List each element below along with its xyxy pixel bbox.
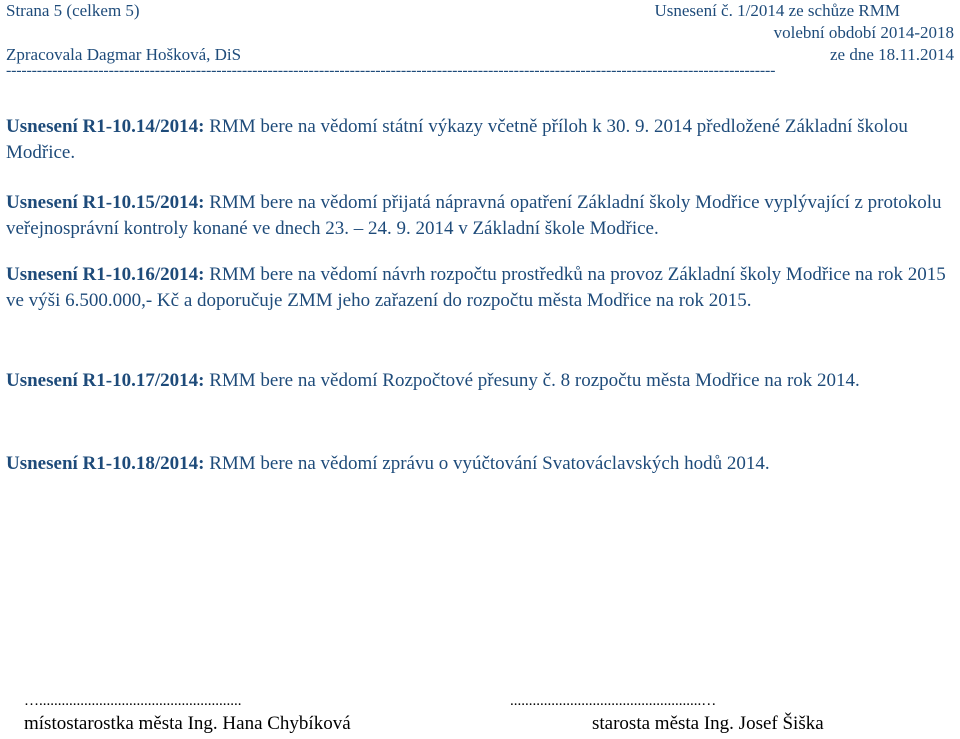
signature-line-right: ...................................................…	[510, 693, 717, 709]
resolution-text: RMM bere na vědomí přijatá nápravná opatření Základní školy Modřice vyplývající z protokolu veřejnosprávní kontroly konané ve dnech 23. – 24. 9. 2014 v Základní škole Modřice.	[6, 192, 942, 239]
prepared-by: Zpracovala Dagmar Hošková, DiS	[6, 45, 242, 64]
resolution-15	[6, 190, 954, 242]
election-period: volební období 2014-2018	[773, 23, 954, 42]
resolution-id: Usnesení R1-10.14/2014:	[6, 116, 205, 137]
resolution-17	[6, 368, 954, 394]
resolution-18	[6, 451, 954, 477]
page-header	[6, 0, 954, 66]
resolution-number: Usnesení č. 1/2014 ze schůze RMM	[654, 1, 900, 20]
resolution-text: RMM bere na vědomí návrh rozpočtu prostředků na provoz Základní školy Modřice na rok 2015 ve výši 6.500.000,- Kč a doporučuje ZMM jeho zařazení do rozpočtu města Modřice na rok 2015.	[6, 264, 946, 311]
header-row-2	[6, 22, 954, 44]
header-separator: ------------------------------------------------------------------------------------------------------------------------------------------------------	[6, 63, 776, 79]
resolution-text: RMM bere na vědomí Rozpočtové přesuny č. 8 rozpočtu města Modřice na rok 2014.	[204, 370, 860, 391]
resolution-text: RMM bere na vědomí státní výkazy včetně příloh k 30. 9. 2014 předložené Základní školou Modřice.	[6, 116, 908, 163]
resolution-id: Usnesení R1-10.17/2014:	[6, 370, 205, 391]
signature-line-left: …......................................................	[24, 693, 242, 709]
resolution-14	[6, 114, 954, 166]
page-counter: Strana 5 (celkem 5)	[6, 1, 140, 20]
resolution-16	[6, 262, 954, 314]
resolution-id: Usnesení R1-10.18/2014:	[6, 453, 205, 474]
resolution-id: Usnesení R1-10.15/2014:	[6, 192, 205, 213]
signature-deputy-mayor: místostarostka města Ing. Hana Chybíková	[24, 713, 351, 734]
meeting-date: ze dne 18.11.2014	[829, 45, 954, 64]
signature-mayor: starosta města Ing. Josef Šiška	[592, 713, 824, 734]
header-row-1	[6, 0, 954, 22]
resolution-id: Usnesení R1-10.16/2014:	[6, 264, 205, 285]
resolution-text: RMM bere na vědomí zprávu o vyúčtování Svatováclavských hodů 2014.	[204, 453, 770, 474]
